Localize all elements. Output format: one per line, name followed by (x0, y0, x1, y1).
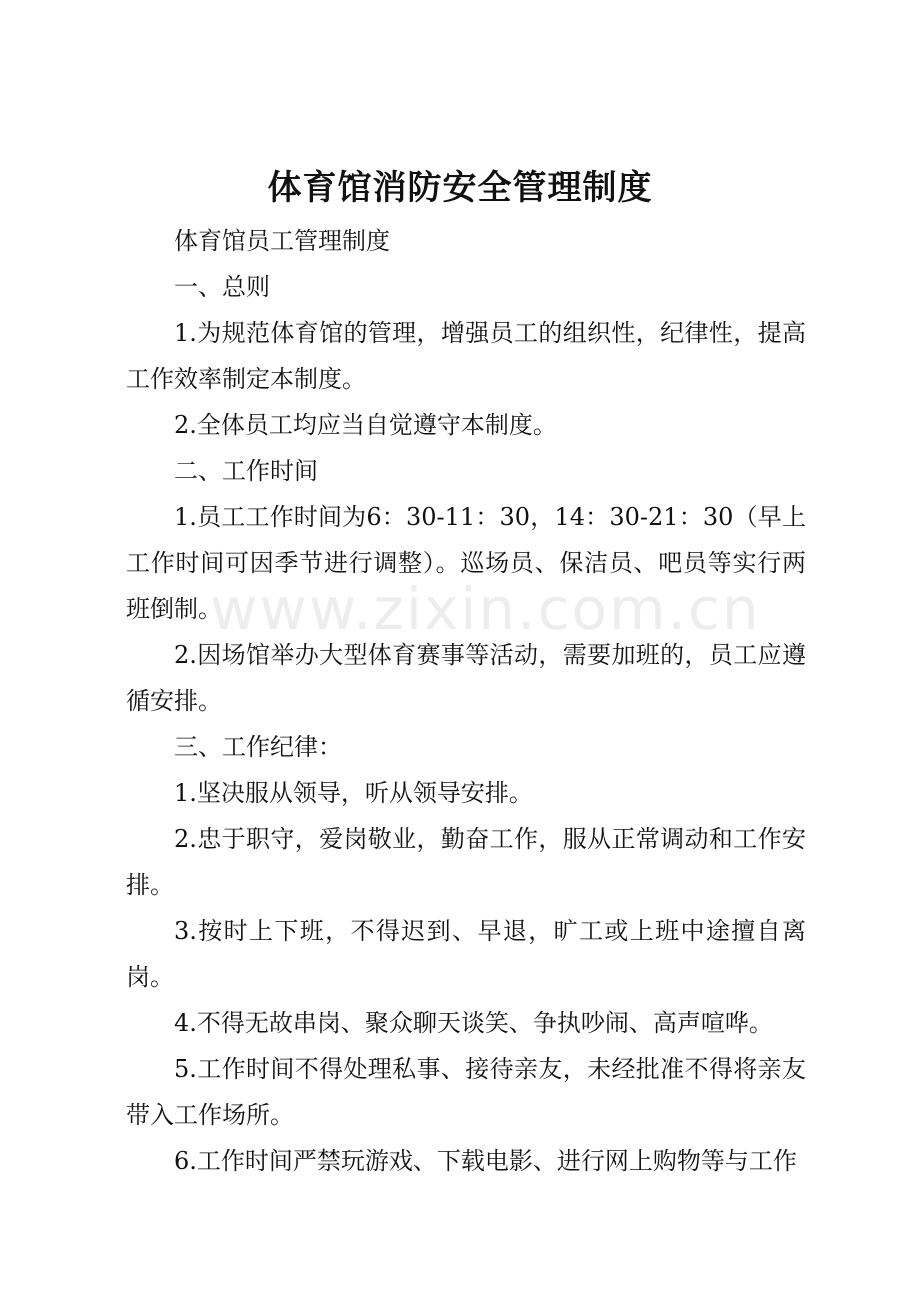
document-title: 体育馆消防安全管理制度 (267, 168, 653, 208)
watermark: www.zixin.com.cn (210, 575, 761, 643)
document-paragraph: 2.忠于职守，爱岗敬业，勤奋工作，服从正常调动和工作安排。 (126, 825, 806, 899)
document-paragraph: 1.为规范体育馆的管理，增强员工的组织性，纪律性，提高工作效率制定本制度。 (126, 319, 806, 393)
document-paragraph: 2.因场馆举办大型体育赛事等活动，需要加班的，员工应遵循安排。 (126, 641, 806, 715)
document-paragraph: 5.工作时间不得处理私事、接待亲友，未经批准不得将亲友带入工作场所。 (126, 1055, 806, 1129)
document-paragraph: 6.工作时间严禁玩游戏、下载电影、进行网上购物等与工作 (174, 1147, 797, 1175)
section-heading: 体育馆员工管理制度 (174, 227, 390, 255)
document-paragraph: 2.全体员工均应当自觉遵守本制度。 (174, 411, 557, 439)
document-paragraph: 1.坚决服从领导，听从领导安排。 (174, 779, 533, 807)
document-paragraph: 1.员工工作时间为6：30-11：30，14：30-21：30（早上工作时间可因季节进行调整）。巡场员、保洁员、吧员等实行两班倒制。 (126, 503, 806, 623)
document-paragraph: 3.按时上下班，不得迟到、早退，旷工或上班中途擅自离岗。 (126, 917, 806, 991)
document-paragraph: 4.不得无故串岗、聚众聊天谈笑、争执吵闹、高声喧哗。 (174, 1009, 773, 1037)
section-heading: 一、总则 (174, 273, 270, 301)
section-heading: 二、工作时间 (174, 457, 318, 485)
section-heading: 三、工作纪律： (174, 733, 342, 761)
document-body (126, 218, 806, 1184)
